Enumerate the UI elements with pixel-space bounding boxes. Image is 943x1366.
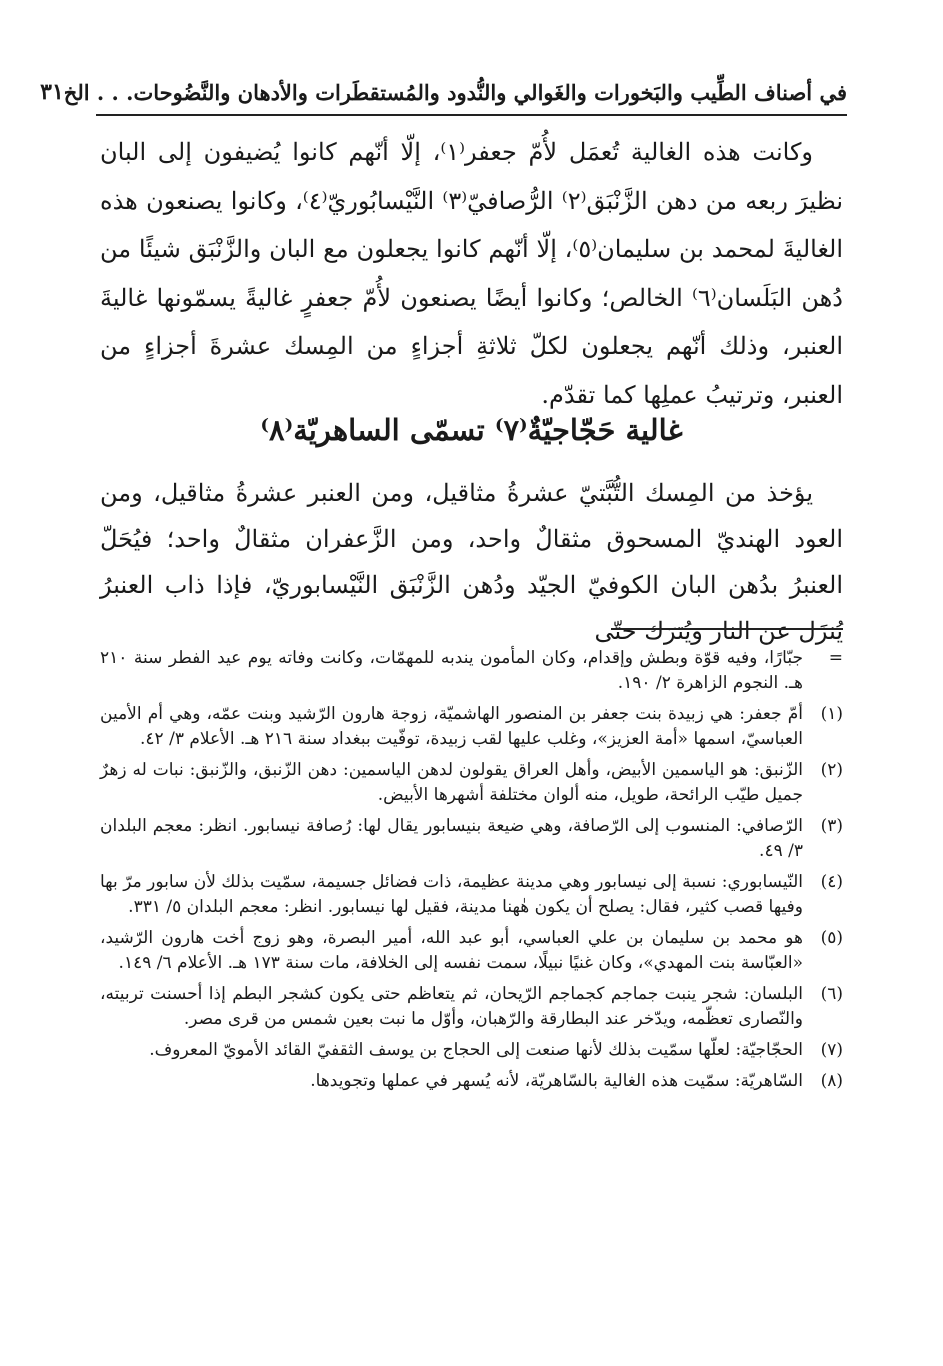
page-number: ٣١	[40, 79, 64, 105]
footnote-number: (٢)	[820, 760, 843, 780]
footnote	[100, 1038, 843, 1063]
footnote-text: السّاهريّة: سمّيت هذه الغالية بالسّاهريّة، لأنه يُسهر في عملها وتجويدها.	[310, 1071, 803, 1091]
footnote	[100, 1069, 843, 1094]
footnote-text: النّيسابوري: نسبة إلى نيسابور وهي مدينة عظيمة، ذات فضائل جسيمة، سمّيت بذلك لأن سابور مرّ بها وفيها قصب كثير، فقال: يصلح أن يكون هٰهنا مدينة، فقيل لها نيسابور. انظر: معجم البلدان ٥/ ٣٣١.	[100, 872, 803, 917]
footnote-text: الزّنبق: هو الياسمين الأبيض، وأهل العراق يقولون لدهن الياسمين: دهن الزّنبق، والزّنبق: نبات له زهرٌ جميل طيّب الرائحة، طويل، منه ألوان مختلفة أشهرها الأبيض.	[100, 760, 803, 805]
paragraph-1: وكانت هذه الغالية تُعمَل لأُمّ جعفر⁽١⁾، إلّا أنّهم كانوا يُضيفون إلى البان نظيرَ ربعه من دهن الزَّنْبَق⁽٢⁾ الرُّصافيّ⁽٣⁾ النَّيْسابُوريّ⁽٤⁾، وكانوا يصنعون هذه الغاليةَ لمحمد بن سليمان⁽٥⁾، إلّا أنّهم كانوا يجعلون مع البان والزَّنْبَق شيئًا من دُهن البَلَسان⁽٦⁾ الخالص؛ وكانوا أيضًا يصنعون لأُمّ جعفرٍ غاليةً يسمّونها غاليةَ العنبر، وذلك أنّهم يجعلون لكلّ ثلاثةِ أجزاءٍ من المِسك عشرةَ أجزاءٍ من العنبر، وترتيبُ عملِها كما تقدّم.	[100, 138, 844, 409]
footnote	[100, 926, 843, 976]
footnote-text: هو محمد بن سليمان بن علي العباسي، أبو عبد الله، أمير البصرة، وهو زوج أخت هارون الرّشيد، «العبّاسة بنت المهدي»، وكان غنيًا نبيلًا، سمت نفسه إلى الخلافة، مات سنة ١٧٣ هـ. الأعلام ٦/ ١٤٩.	[100, 928, 803, 973]
footnote	[100, 814, 843, 864]
paragraph-2: يؤخذ من المِسك التُّبَّتيّ عشرةُ مثاقيل، ومن العنبر عشرةُ مثاقيل، ومن العود الهنديّ المسحوق مثقالٌ واحد، ومن الزَّعفران مثقالٌ واحد؛ فيُحَلّ العنبرُ بدُهن البان الكوفيّ الجيّد ودُهن الزَّنْبَق النَّيْسابوريّ، فإذا ذاب العنبرُ يُنزَل عن النار ويُترَك حتّى	[100, 479, 843, 645]
running-header	[40, 70, 847, 116]
footnote-text: الرّصافي: المنسوب إلى الرّصافة، وهي ضيعة بنيسابور يقال لها: رُصافة نيسابور. انظر: معجم البلدان ٣/ ٤٩.	[100, 816, 803, 861]
footnote-number: (٦)	[820, 984, 843, 1004]
footnote-number: (٣)	[820, 816, 843, 836]
footnote-number: =	[828, 648, 843, 668]
footnote-number: (٧)	[820, 1040, 843, 1060]
footnote-text: أمّ جعفر: هي زبيدة بنت جعفر بن المنصور الهاشميّة، زوجة هارون الرّشيد وبنت عمّه، وهي أم الأمين العباسيّ، اسمها «أمة العزيز»، وغلب عليها لقب زبيدة، توفّيت ببغداد سنة ٢١٦ هـ. الأعلام ٣/ ٤٢.	[100, 704, 803, 749]
footnote	[100, 758, 843, 808]
main-text-block	[100, 128, 843, 419]
main-text-block-2	[100, 470, 843, 654]
footnote-text: جبّارًا، وفيه قوّة وبطش وإقدام، وكان المأمون يندبه للمهمّات، وكانت وفاته يوم عيد الفطر سنة ٢١٠ هـ. النجوم الزاهرة ٢/ ١٩٠.	[100, 648, 803, 693]
section-heading: غالية حَجّاجيّةٌ⁽٧⁾ تسمّى الساهريّة⁽٨⁾	[260, 413, 683, 447]
footnote-separator	[611, 628, 843, 630]
running-title: في أصناف الطِّيب والبَخورات والغَوالي والنُّدود والمُستقطَرات والأدهان والنَّضُوحات. . . الخ	[63, 79, 847, 105]
footnote-number: (٥)	[820, 928, 843, 948]
footnote	[100, 870, 843, 920]
footnote	[100, 646, 843, 696]
footnote-text: الحجّاجيّة: لعلّها سمّيت بذلك لأنها صنعت إلى الحجاج بن يوسف الثقفيّ القائد الأمويّ المعروف.	[149, 1040, 803, 1060]
footnote-number: (٤)	[820, 872, 843, 892]
footnote-number: (٨)	[820, 1071, 843, 1091]
footnote	[100, 982, 843, 1032]
footnotes	[100, 646, 843, 1100]
footnote-number: (١)	[820, 704, 843, 724]
footnote-text: البلسان: شجر ينبت جماجم كجماجم الرّيحان، ثم يتعاظم حتى يكون كشجر البطم إذا أحسنت تربيته، والنّصارى تعظّمه، ويدّخر عند البطارقة والرّهبان، وأوّل ما نبت بعين شمس من قرى مصر.	[100, 984, 803, 1029]
footnote	[100, 702, 843, 752]
